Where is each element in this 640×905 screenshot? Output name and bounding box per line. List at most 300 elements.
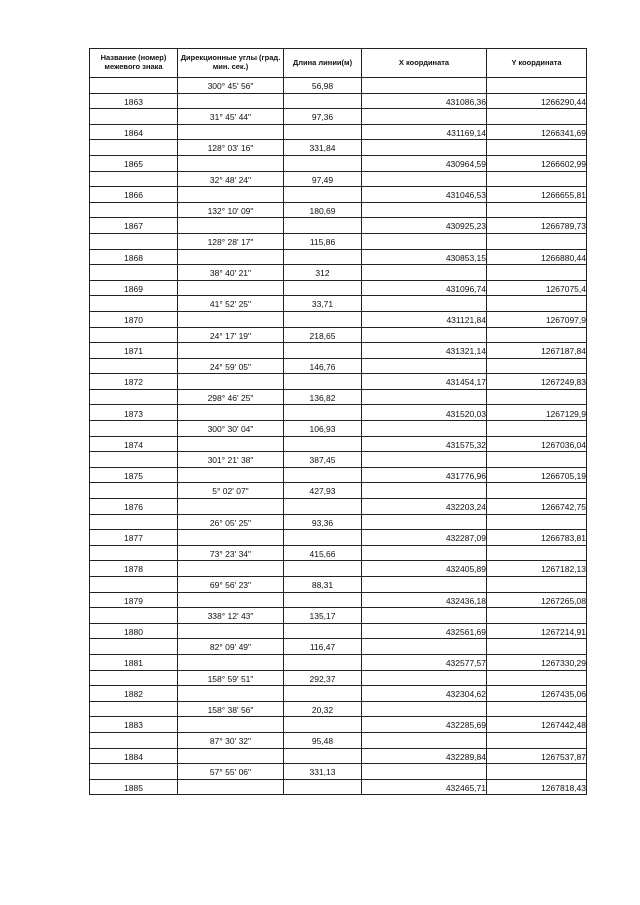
cell-x-value: 431121,84 <box>446 314 486 325</box>
segment-row <box>90 577 587 593</box>
cell-length-value: 106,93 <box>309 424 336 435</box>
cell-name-value: 1879 <box>124 595 143 606</box>
cell-angle-value: 338° 12' 43" <box>207 611 254 622</box>
cell-angle-value: 300° 45' 56" <box>207 81 254 92</box>
cell-y <box>487 732 587 748</box>
cell-name <box>90 654 178 670</box>
cell-name <box>90 421 178 437</box>
cell-length <box>284 608 362 624</box>
cell-y <box>487 280 587 296</box>
cell-angle <box>178 608 284 624</box>
cell-y-value: 1266789,73 <box>541 221 586 232</box>
cell-y-value: 1267442,48 <box>541 720 586 731</box>
cell-name <box>90 639 178 655</box>
point-row <box>90 436 587 452</box>
cell-name-value: 1871 <box>124 346 143 357</box>
cell-angle-value: 87° 30' 32" <box>209 735 252 746</box>
cell-name <box>90 171 178 187</box>
cell-y <box>487 561 587 577</box>
cell-name <box>90 343 178 359</box>
cell-angle <box>178 327 284 343</box>
cell-x <box>362 436 487 452</box>
cell-y-value: 1266290,44 <box>541 96 586 107</box>
cell-name <box>90 109 178 125</box>
segment-row <box>90 78 587 94</box>
cell-y <box>487 140 587 156</box>
cell-length <box>284 374 362 390</box>
cell-x-value: 431520,03 <box>445 408 486 419</box>
cell-length <box>284 249 362 265</box>
cell-angle-value: 301° 21' 38" <box>207 455 254 466</box>
cell-angle-value: 300° 30' 04" <box>207 424 254 435</box>
segment-row <box>90 421 587 437</box>
cell-x <box>362 732 487 748</box>
segment-row <box>90 358 587 374</box>
cell-x <box>362 109 487 125</box>
cell-y-value: 1267075,4 <box>545 283 586 294</box>
cell-angle-value: 69° 56' 23" <box>209 580 252 591</box>
cell-name-value: 1870 <box>124 314 143 325</box>
cell-angle-value: 82° 09' 49" <box>209 642 252 653</box>
cell-angle-value: 32° 48' 24" <box>209 174 252 185</box>
segment-row <box>90 233 587 249</box>
cell-name <box>90 561 178 577</box>
cell-x <box>362 93 487 109</box>
cell-y <box>487 748 587 764</box>
cell-angle-value: 298° 46' 25" <box>207 392 254 403</box>
cell-x-value: 430964,59 <box>445 159 486 170</box>
cell-y <box>487 327 587 343</box>
cell-length <box>284 639 362 655</box>
cell-angle <box>178 639 284 655</box>
cell-x <box>362 78 487 94</box>
cell-angle-value: 26° 05' 25" <box>209 517 252 528</box>
cell-x-value: 430853,15 <box>445 252 486 263</box>
cell-name <box>90 608 178 624</box>
cell-length <box>284 530 362 546</box>
cell-name <box>90 249 178 265</box>
cell-name <box>90 686 178 702</box>
segment-row <box>90 202 587 218</box>
cell-y-value: 1266783,81 <box>541 533 586 544</box>
cell-x <box>362 249 487 265</box>
point-row <box>90 343 587 359</box>
point-row <box>90 623 587 639</box>
cell-x-value: 432561,69 <box>445 626 486 637</box>
point-row <box>90 187 587 203</box>
cell-y <box>487 452 587 468</box>
point-row <box>90 654 587 670</box>
cell-name <box>90 93 178 109</box>
segment-row <box>90 732 587 748</box>
cell-angle <box>178 124 284 140</box>
cell-angle <box>178 701 284 717</box>
cell-name <box>90 577 178 593</box>
point-row <box>90 405 587 421</box>
cell-angle <box>178 717 284 733</box>
cell-length-value: 97,49 <box>311 174 334 185</box>
cell-angle-value: 128° 03' 16" <box>207 143 254 154</box>
cell-x <box>362 202 487 218</box>
cell-length <box>284 561 362 577</box>
point-row <box>90 311 587 327</box>
cell-name <box>90 140 178 156</box>
cell-y <box>487 779 587 795</box>
cell-y-value: 1267818,43 <box>541 782 586 793</box>
cell-x <box>362 140 487 156</box>
cell-length-value: 331,13 <box>309 767 336 778</box>
cell-length-value: 331,84 <box>309 143 336 154</box>
segment-row <box>90 545 587 561</box>
cell-angle <box>178 764 284 780</box>
cell-angle-value: 158° 59' 51" <box>207 673 254 684</box>
cell-y <box>487 374 587 390</box>
cell-x <box>362 218 487 234</box>
cell-x <box>362 389 487 405</box>
cell-length-value: 95,48 <box>311 735 334 746</box>
cell-name <box>90 732 178 748</box>
cell-length <box>284 218 362 234</box>
cell-length-value: 292,37 <box>309 673 336 684</box>
cell-angle <box>178 187 284 203</box>
cell-y <box>487 358 587 374</box>
coordinates-table <box>89 48 587 795</box>
cell-length-value: 115,86 <box>309 236 336 247</box>
cell-name <box>90 467 178 483</box>
header-angle: Дирекционные углы (град. мин. сек.) <box>178 49 284 78</box>
cell-y <box>487 109 587 125</box>
point-row <box>90 280 587 296</box>
cell-name-value: 1875 <box>124 470 143 481</box>
cell-length <box>284 623 362 639</box>
cell-x <box>362 233 487 249</box>
cell-length-value: 136,82 <box>309 392 336 403</box>
segment-row <box>90 296 587 312</box>
cell-y-value: 1266880,44 <box>541 252 586 263</box>
cell-length <box>284 311 362 327</box>
cell-x <box>362 265 487 281</box>
cell-x <box>362 171 487 187</box>
cell-x <box>362 514 487 530</box>
cell-name-value: 1873 <box>124 408 143 419</box>
cell-y <box>487 78 587 94</box>
cell-x-value: 432465,71 <box>445 782 486 793</box>
cell-angle-value: 132° 10' 09" <box>207 205 254 216</box>
cell-length-value: 97,36 <box>311 112 334 123</box>
cell-length <box>284 109 362 125</box>
cell-x-value: 431321,14 <box>445 346 486 357</box>
cell-y-value: 1266341,69 <box>541 127 586 138</box>
cell-length <box>284 140 362 156</box>
cell-length <box>284 764 362 780</box>
segment-row <box>90 639 587 655</box>
cell-name-value: 1867 <box>124 221 143 232</box>
cell-length <box>284 467 362 483</box>
cell-y-value: 1266742,75 <box>541 502 586 513</box>
cell-x-value: 432289,84 <box>445 751 486 762</box>
cell-y <box>487 467 587 483</box>
cell-name-value: 1877 <box>124 533 143 544</box>
cell-angle <box>178 389 284 405</box>
cell-y <box>487 218 587 234</box>
cell-length <box>284 577 362 593</box>
cell-name <box>90 623 178 639</box>
cell-x-value: 432436,18 <box>445 595 486 606</box>
cell-length <box>284 686 362 702</box>
cell-angle <box>178 561 284 577</box>
cell-name <box>90 358 178 374</box>
cell-length <box>284 187 362 203</box>
cell-x <box>362 296 487 312</box>
cell-name <box>90 545 178 561</box>
cell-x-value: 431169,14 <box>446 127 486 138</box>
cell-angle <box>178 171 284 187</box>
cell-name-value: 1874 <box>124 439 143 450</box>
cell-length <box>284 592 362 608</box>
cell-name <box>90 389 178 405</box>
cell-length <box>284 296 362 312</box>
segment-row <box>90 608 587 624</box>
cell-x <box>362 670 487 686</box>
cell-x <box>362 577 487 593</box>
cell-x <box>362 124 487 140</box>
cell-length-value: 56,98 <box>311 81 334 92</box>
cell-x <box>362 343 487 359</box>
point-row <box>90 779 587 795</box>
cell-length <box>284 124 362 140</box>
cell-y <box>487 202 587 218</box>
cell-y <box>487 623 587 639</box>
cell-name <box>90 764 178 780</box>
cell-length <box>284 499 362 515</box>
point-row <box>90 374 587 390</box>
point-row <box>90 467 587 483</box>
cell-x <box>362 717 487 733</box>
cell-x <box>362 608 487 624</box>
cell-x-value: 431454,17 <box>445 377 486 388</box>
cell-name-value: 1876 <box>124 502 143 513</box>
cell-name-value: 1872 <box>124 377 143 388</box>
cell-angle <box>178 421 284 437</box>
cell-angle <box>178 405 284 421</box>
cell-angle <box>178 280 284 296</box>
header-length: Длина линии(м) <box>284 49 362 78</box>
cell-angle-value: 5° 02' 07" <box>212 486 249 497</box>
cell-name-value: 1869 <box>124 283 143 294</box>
segment-row <box>90 327 587 343</box>
point-row <box>90 592 587 608</box>
cell-x <box>362 592 487 608</box>
segment-row <box>90 265 587 281</box>
cell-angle <box>178 545 284 561</box>
cell-angle <box>178 654 284 670</box>
point-row <box>90 93 587 109</box>
cell-x <box>362 187 487 203</box>
table-body <box>90 78 587 795</box>
cell-x-value: 432304,62 <box>445 689 486 700</box>
cell-angle <box>178 265 284 281</box>
point-row <box>90 155 587 171</box>
cell-y-value: 1267182,13 <box>541 564 586 575</box>
segment-row <box>90 764 587 780</box>
cell-y <box>487 514 587 530</box>
cell-angle <box>178 249 284 265</box>
cell-name-value: 1885 <box>124 782 143 793</box>
cell-name <box>90 592 178 608</box>
cell-x <box>362 358 487 374</box>
cell-name <box>90 452 178 468</box>
cell-x <box>362 639 487 655</box>
cell-name <box>90 280 178 296</box>
point-row <box>90 124 587 140</box>
cell-y <box>487 124 587 140</box>
cell-x <box>362 155 487 171</box>
table-header-row <box>90 49 587 78</box>
cell-y-value: 1267129,9 <box>545 408 586 419</box>
cell-x <box>362 483 487 499</box>
segment-row <box>90 109 587 125</box>
cell-length <box>284 436 362 452</box>
cell-y <box>487 436 587 452</box>
cell-angle <box>178 514 284 530</box>
cell-length <box>284 202 362 218</box>
cell-y-value: 1266705,19 <box>541 470 586 481</box>
cell-name <box>90 499 178 515</box>
cell-x <box>362 686 487 702</box>
cell-x <box>362 654 487 670</box>
cell-angle <box>178 233 284 249</box>
cell-x <box>362 327 487 343</box>
point-row <box>90 748 587 764</box>
cell-name-value: 1884 <box>124 751 143 762</box>
cell-angle <box>178 732 284 748</box>
cell-length <box>284 405 362 421</box>
cell-length-value: 180,69 <box>309 205 336 216</box>
cell-angle <box>178 452 284 468</box>
cell-y <box>487 155 587 171</box>
cell-name <box>90 311 178 327</box>
cell-length-value: 20,32 <box>311 704 334 715</box>
cell-y <box>487 93 587 109</box>
cell-length-value: 93,36 <box>311 517 334 528</box>
cell-x <box>362 452 487 468</box>
cell-y-value: 1267265,08 <box>541 595 586 606</box>
cell-x <box>362 701 487 717</box>
cell-x <box>362 311 487 327</box>
cell-x-value: 430925,23 <box>445 221 486 232</box>
cell-name <box>90 483 178 499</box>
cell-y <box>487 608 587 624</box>
cell-angle-value: 158° 38' 56" <box>207 704 254 715</box>
point-row <box>90 686 587 702</box>
cell-y <box>487 577 587 593</box>
cell-x <box>362 561 487 577</box>
cell-angle <box>178 530 284 546</box>
cell-x-value: 432287,09 <box>445 533 486 544</box>
cell-length <box>284 452 362 468</box>
cell-angle <box>178 779 284 795</box>
cell-x <box>362 764 487 780</box>
cell-name-value: 1880 <box>124 626 143 637</box>
cell-x-value: 432203,24 <box>445 502 486 513</box>
cell-y-value: 1267330,29 <box>541 658 586 669</box>
cell-name <box>90 327 178 343</box>
cell-y <box>487 171 587 187</box>
cell-y-value: 1267214,91 <box>541 626 586 637</box>
cell-angle <box>178 343 284 359</box>
cell-name <box>90 779 178 795</box>
cell-length <box>284 483 362 499</box>
cell-angle <box>178 499 284 515</box>
cell-angle <box>178 202 284 218</box>
cell-x <box>362 467 487 483</box>
cell-y <box>487 530 587 546</box>
header-x: X координата <box>362 49 487 78</box>
cell-x-value: 432577,57 <box>445 658 486 669</box>
cell-length <box>284 327 362 343</box>
cell-angle-value: 38° 40' 21" <box>209 268 252 279</box>
cell-x <box>362 545 487 561</box>
cell-y <box>487 654 587 670</box>
cell-name <box>90 701 178 717</box>
cell-name <box>90 405 178 421</box>
cell-length-value: 312 <box>315 268 330 279</box>
cell-angle <box>178 311 284 327</box>
cell-angle <box>178 623 284 639</box>
header-y: Y координата <box>487 49 587 78</box>
cell-x-value: 431086,36 <box>445 96 486 107</box>
cell-y <box>487 499 587 515</box>
point-row <box>90 561 587 577</box>
header-name: Название (номер) межевого знака <box>90 49 178 78</box>
cell-name <box>90 748 178 764</box>
segment-row <box>90 701 587 717</box>
cell-y <box>487 389 587 405</box>
cell-name <box>90 530 178 546</box>
cell-angle <box>178 483 284 499</box>
cell-length-value: 427,93 <box>309 486 336 497</box>
cell-name <box>90 670 178 686</box>
cell-name-value: 1882 <box>124 689 143 700</box>
cell-length <box>284 779 362 795</box>
cell-length <box>284 233 362 249</box>
cell-length <box>284 701 362 717</box>
cell-length <box>284 358 362 374</box>
cell-x-value: 431046,53 <box>445 190 486 201</box>
cell-length-value: 218,65 <box>309 330 336 341</box>
cell-angle <box>178 436 284 452</box>
cell-x <box>362 530 487 546</box>
cell-length <box>284 732 362 748</box>
segment-row <box>90 483 587 499</box>
cell-x <box>362 421 487 437</box>
cell-y-value: 1266602,99 <box>541 159 586 170</box>
cell-angle <box>178 592 284 608</box>
cell-x-value: 432285,69 <box>445 720 486 731</box>
cell-angle <box>178 686 284 702</box>
cell-length-value: 146,76 <box>309 361 336 372</box>
segment-row <box>90 140 587 156</box>
cell-name <box>90 218 178 234</box>
cell-length <box>284 421 362 437</box>
cell-name <box>90 514 178 530</box>
segment-row <box>90 670 587 686</box>
cell-angle <box>178 577 284 593</box>
segment-row <box>90 389 587 405</box>
cell-x-value: 431776,96 <box>445 470 486 481</box>
cell-y <box>487 187 587 203</box>
cell-length <box>284 389 362 405</box>
